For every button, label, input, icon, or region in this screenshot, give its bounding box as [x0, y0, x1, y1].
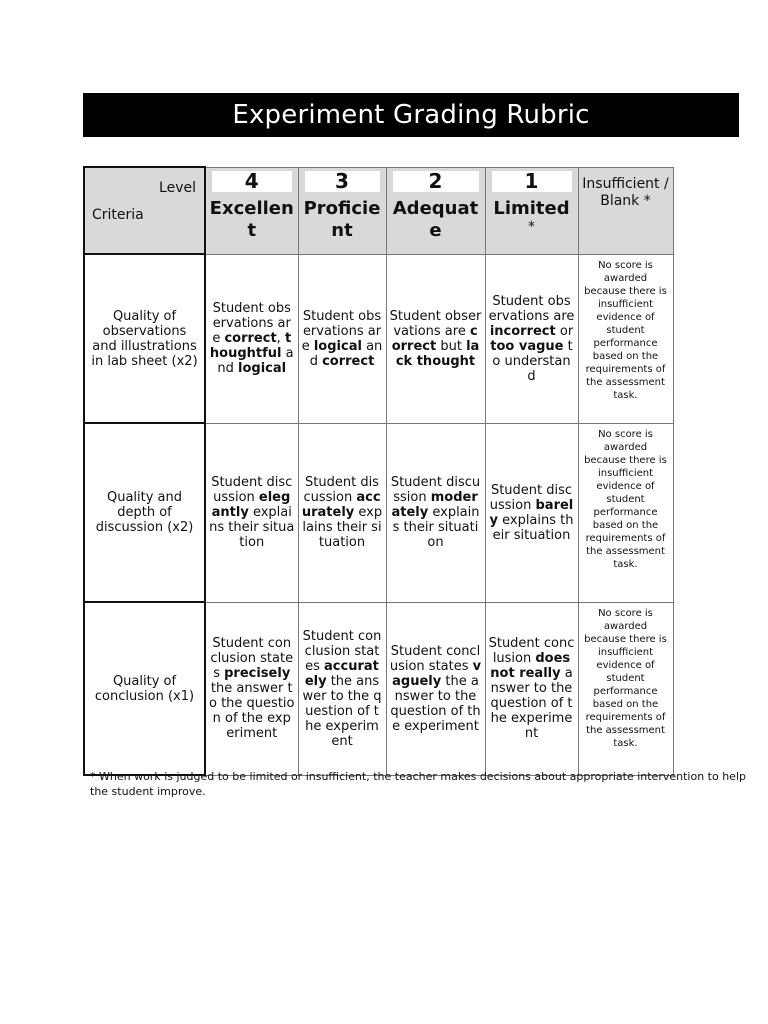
level-name: Excellent — [209, 197, 294, 241]
criteria-label: Criteria — [92, 207, 144, 223]
level-label: Level — [159, 180, 196, 196]
table-row — [84, 602, 673, 775]
level-header-insufficient: Insufficient / Blank * — [578, 167, 673, 254]
header-row — [84, 167, 673, 254]
level-score: 2 — [393, 171, 479, 192]
criterion-label: Quality of conclusion (x1) — [84, 602, 205, 775]
descriptor-cell: Student conclusion states vaguely the answer to the question of the experiment — [386, 602, 485, 775]
level-score: 1 — [492, 171, 572, 192]
footnote: * When work is judged to be limited or insufficient, the teacher makes decisions about appropriate intervention to help the student improve. — [90, 770, 746, 798]
rubric-title: Experiment Grading Rubric — [83, 93, 739, 137]
table-row — [84, 423, 673, 602]
descriptor-cell: Student observations are correct but lack thought — [386, 254, 485, 423]
level-name: Limited * — [493, 197, 570, 235]
criterion-label: Quality and depth of discussion (x2) — [84, 423, 205, 602]
descriptor-cell: Student observations are correct, thoughtful and logical — [205, 254, 298, 423]
level-header-1 — [485, 167, 578, 254]
descriptor-cell: Student conclusion does not really answer to the question of the experiment — [485, 602, 578, 775]
descriptor-cell: Student conclusion states accurately the answer to the question of the experiment — [298, 602, 386, 775]
descriptor-cell: Student conclusion states precisely the answer to the question of the experiment — [205, 602, 298, 775]
level-header-3 — [298, 167, 386, 254]
descriptor-cell: Student observations are logical and correct — [298, 254, 386, 423]
descriptor-cell: Student discussion moderately explains their situation — [386, 423, 485, 602]
level-score: 3 — [305, 171, 380, 192]
no-score-cell: No score is awarded because there is insufficient evidence of student performance based on the requirements of the assessment task. — [578, 254, 673, 423]
criterion-label: Quality of observations and illustrations in lab sheet (x2) — [84, 254, 205, 423]
level-header-4 — [205, 167, 298, 254]
level-name: Adequate — [392, 197, 479, 241]
level-score: 4 — [212, 171, 292, 192]
descriptor-cell: Student observations are incorrect or too vague to understand — [485, 254, 578, 423]
table-row — [84, 254, 673, 423]
descriptor-cell: Student discussion barely explains their situation — [485, 423, 578, 602]
rubric-table — [83, 166, 674, 776]
level-name: Proficient — [303, 197, 381, 241]
no-score-cell: No score is awarded because there is insufficient evidence of student performance based on the requirements of the assessment task. — [578, 602, 673, 775]
descriptor-cell: Student discussion accurately explains their situation — [298, 423, 386, 602]
level-header-2 — [386, 167, 485, 254]
no-score-cell: No score is awarded because there is insufficient evidence of student performance based on the requirements of the assessment task. — [578, 423, 673, 602]
header-corner — [84, 167, 205, 254]
descriptor-cell: Student discussion elegantly explains their situation — [205, 423, 298, 602]
